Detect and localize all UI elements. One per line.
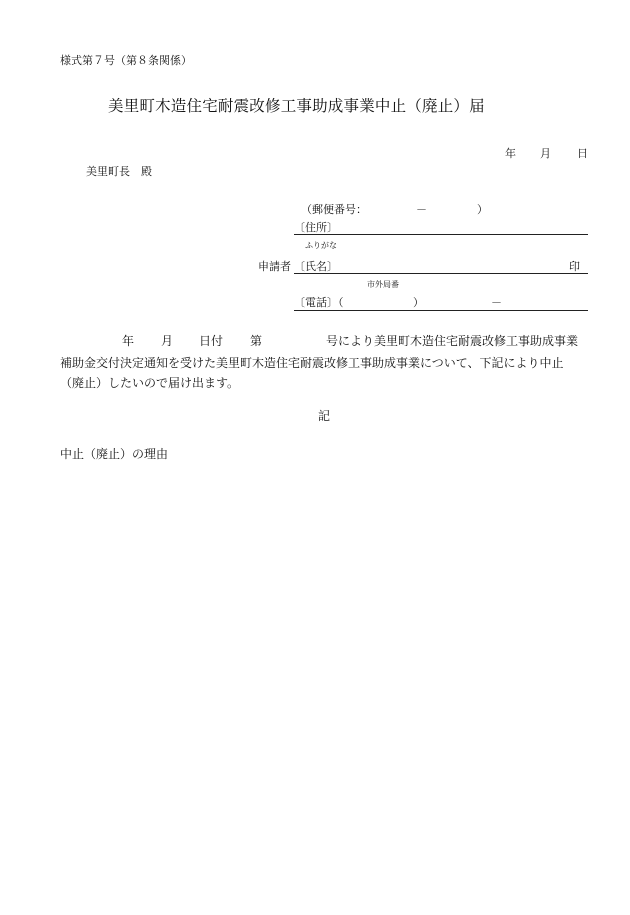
postal-code-close: ） <box>477 203 488 216</box>
name-label: 〔氏名〕 <box>294 260 338 273</box>
document-title: 美里町木造住宅耐震改修工事助成事業中止（廃止）届 <box>108 97 485 115</box>
address-line <box>294 234 588 235</box>
phone-label: 〔電話〕（ <box>294 296 344 309</box>
address-label: 〔住所〕 <box>294 221 338 234</box>
body-number-prefix: 第 <box>250 334 263 348</box>
area-code-label: 市外局番 <box>367 280 399 289</box>
body-line1-text: 号により美里町木造住宅耐震改修工事助成事業 <box>326 334 579 348</box>
postal-code-dash: － <box>416 203 427 216</box>
seal-label: 印 <box>569 260 580 273</box>
ki-label: 記 <box>318 409 331 423</box>
furigana-label: ふりがな <box>305 241 337 250</box>
date-month-label: 月 <box>540 147 551 160</box>
body-line3-text: （廃止）したいので届け出ます。 <box>60 376 240 390</box>
recipient-label: 美里町長 殿 <box>86 165 152 178</box>
body-year-label: 年 <box>122 334 135 348</box>
name-line <box>294 273 588 274</box>
phone-dash: － <box>491 296 502 309</box>
body-line2-text: 補助金交付決定通知を受けた美里町木造住宅耐震改修工事助成事業について、下記により中止 <box>60 356 564 370</box>
postal-code-label: （郵便番号： <box>301 203 367 216</box>
body-month-label: 月 <box>161 334 174 348</box>
phone-close: ） <box>413 296 424 309</box>
reason-label: 中止（廃止）の理由 <box>60 447 169 461</box>
date-year-label: 年 <box>505 147 516 160</box>
phone-line <box>294 310 588 311</box>
body-date-suffix: 日付 <box>199 334 224 348</box>
date-day-label: 日 <box>577 147 588 160</box>
form-number-label: 様式第７号（第８条関係） <box>60 54 192 67</box>
applicant-label: 申請者 <box>258 260 291 273</box>
